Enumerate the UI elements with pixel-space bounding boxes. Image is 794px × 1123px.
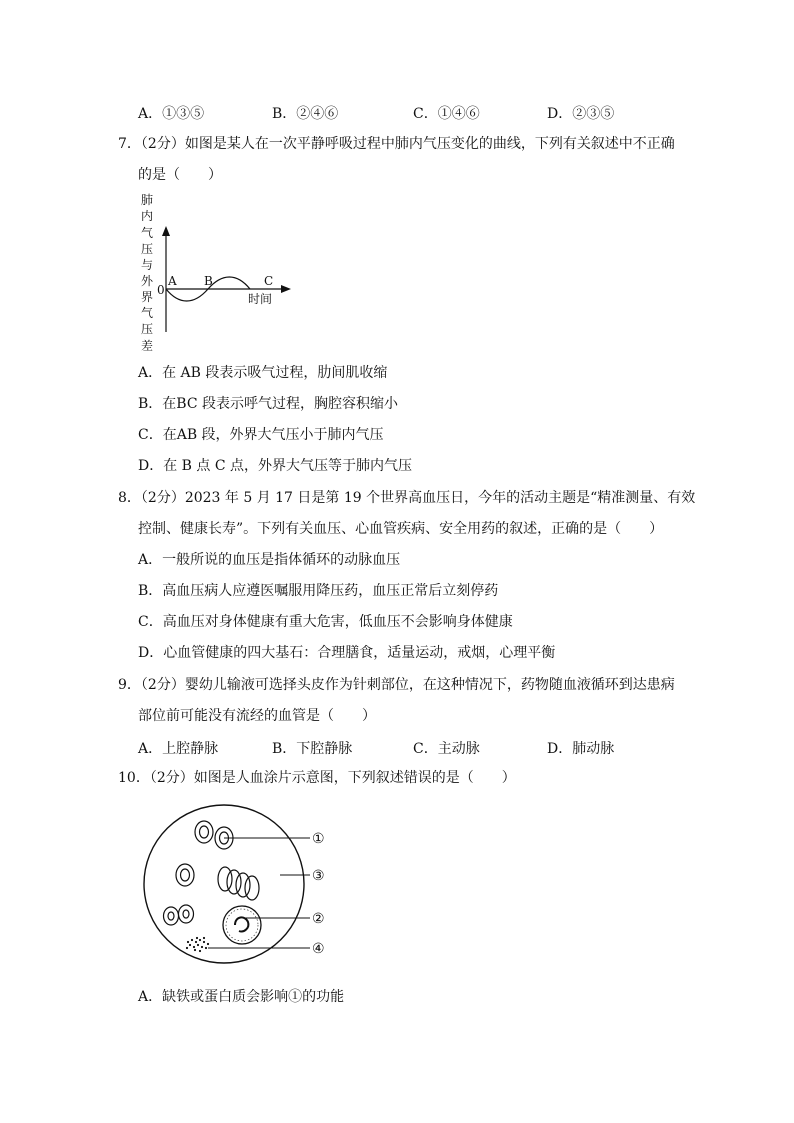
q10-rbc-3	[176, 864, 194, 886]
q7-ylabel-char-7: 气	[141, 306, 154, 320]
q10-rbc-1-inner	[200, 826, 209, 838]
q7-stem-line2: 的是（ ）	[138, 167, 222, 183]
q10-label-4: ④	[312, 941, 325, 957]
q7-x-label: 时间	[248, 292, 273, 306]
q9-option-c: C．主动脉	[413, 741, 480, 757]
q7-stem-line1: 7．（2分）如图是某人在一次平静呼吸过程中肺内气压变化的曲线，下列有关叙述中不正确	[118, 136, 675, 152]
q10-rbc-4	[164, 907, 179, 925]
q8-option-a: A．一般所说的血压是指体循环的动脉血压	[138, 552, 401, 568]
q10-rbc-4-inner	[168, 912, 174, 920]
q7-ylabel-char-5: 外	[141, 274, 154, 288]
q7-ylabel-char-3: 压	[141, 242, 154, 256]
q10-rbc-1	[195, 821, 213, 843]
q6-option-d: D．②③⑤	[547, 106, 615, 122]
q8-stem-line2: 控制、健康长寿”。下列有关血压、心血管疾病、安全用药的叙述，正确的是（ ）	[138, 521, 664, 537]
q9-option-a: A．上腔静脉	[138, 741, 219, 757]
q6-option-c: C．①④⑥	[413, 106, 480, 122]
q7-pressure-graph	[138, 192, 308, 357]
q7-ylabel-char-6: 界	[141, 290, 154, 304]
q7-point-b: B	[204, 274, 213, 288]
q10-stem: 10．（2分）如图是人血涂片示意图，下列叙述错误的是（ ）	[118, 770, 516, 786]
q7-option-d: D．在 B 点 C 点，外界大气压等于肺内气压	[138, 458, 413, 474]
q10-label-1: ①	[312, 831, 325, 847]
q10-platelets	[186, 937, 209, 952]
q7-option-a: A．在 AB 段表示吸气过程，肋间肌收缩	[138, 365, 388, 381]
q7-point-a: A	[168, 274, 177, 288]
q7-ylabel-char-9: 差	[141, 339, 154, 353]
q6-option-b: B．②④⑥	[272, 106, 339, 122]
q7-ylabel-char-2: 气	[141, 226, 154, 240]
q10-rbc-stack-2	[227, 870, 241, 894]
q7-point-c: C	[264, 274, 274, 288]
q7-ylabel-char-4: 与	[141, 258, 154, 272]
q10-white-blood-cell-inner	[226, 909, 258, 941]
q10-option-a: A．缺铁或蛋白质会影响①的功能	[138, 989, 345, 1005]
q9-option-d: D．肺动脉	[547, 741, 615, 757]
q8-stem-line1: 8．（2分）2023 年 5 月 17 日是第 19 个世界高血压日，今年的活动主题是“精准测量、有效	[118, 490, 696, 506]
q6-option-a: A．①③⑤	[138, 106, 205, 122]
q10-white-blood-cell	[223, 906, 261, 944]
q9-stem-line1: 9．（2分）婴幼儿输液可选择头皮作为针刺部位，在这种情况下，药物随血液循环到达患病	[118, 677, 675, 693]
q7-ylabel-char-0: 肺	[141, 193, 154, 207]
q10-rbc-5-inner	[183, 910, 189, 918]
q10-label-2: ②	[312, 911, 325, 927]
q7-x-axis-arrow	[281, 285, 291, 293]
q9-stem-line2: 部位前可能没有流经的血管是（ ）	[138, 708, 376, 724]
q7-graph-origin: 0	[157, 283, 165, 297]
q10-rbc-stack-4	[245, 876, 259, 900]
q7-y-axis-arrow	[162, 226, 170, 236]
q7-graph-ylabel	[141, 192, 154, 353]
q7-ylabel-char-8: 压	[141, 322, 154, 336]
q10-rbc-stack-1	[218, 867, 232, 891]
q10-rbc-stack-3	[236, 873, 250, 897]
q8-option-c: C．高血压对身体健康有重大危害，低血压不会影响身体健康	[138, 614, 513, 630]
q10-blood-smear-diagram	[138, 800, 338, 975]
q10-rbc-5	[179, 905, 194, 923]
q10-field-circle	[144, 805, 304, 963]
q8-option-d: D．心血管健康的四大基石：合理膳食，适量运动，戒烟，心理平衡	[138, 645, 556, 661]
q7-ylabel-char-1: 内	[141, 209, 154, 223]
q7-option-b: B．在BC 段表示呼气过程，胸腔容积缩小	[138, 396, 398, 412]
q7-option-c: C．在AB 段，外界大气压小于肺内气压	[138, 427, 384, 443]
q9-option-b: B．下腔静脉	[272, 741, 353, 757]
q10-rbc-3-inner	[181, 869, 190, 881]
q10-label-3: ③	[312, 868, 325, 884]
q8-option-b: B．高血压病人应遵医嘱服用降压药，血压正常后立刻停药	[138, 583, 499, 599]
q10-white-blood-cell-nucleus	[235, 917, 248, 931]
